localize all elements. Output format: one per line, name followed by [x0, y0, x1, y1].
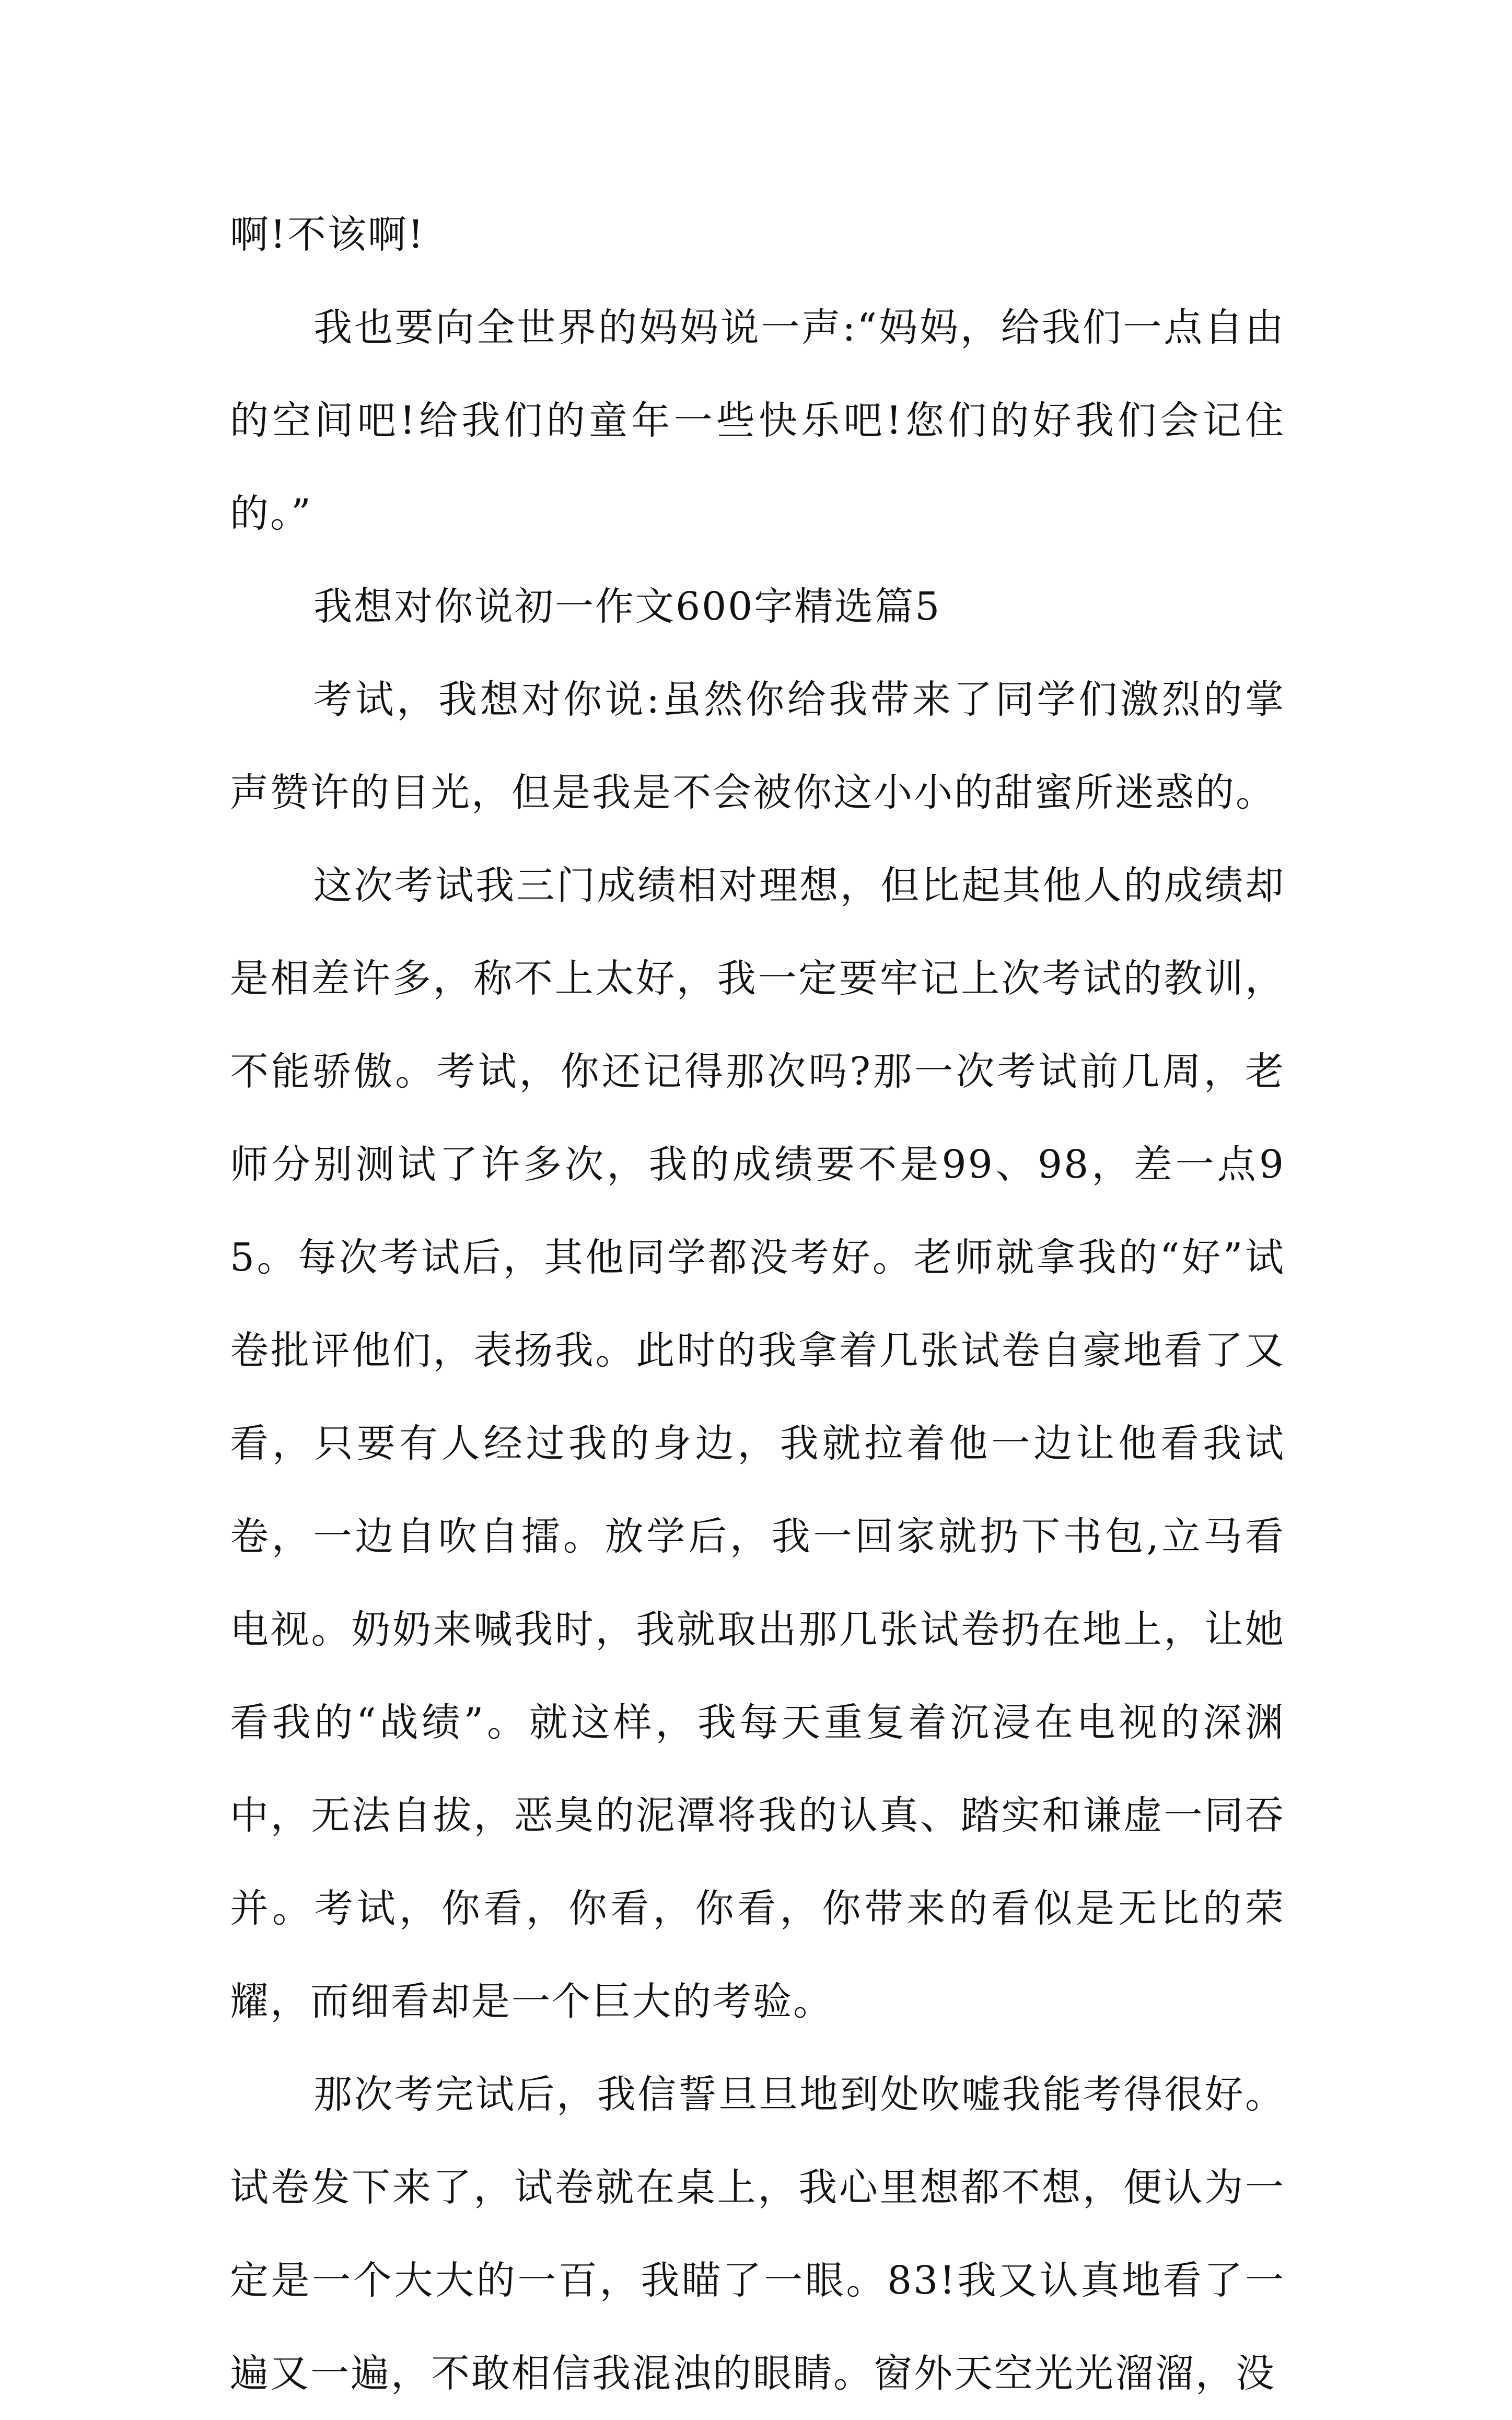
paragraph-4: 这次考试我三门成绩相对理想，但比起其他人的成绩却是相差许多，称不上太好，我一定要牢记上次考试的教训，不能骄傲。考试，你还记得那次吗?那一次考试前几周，老师分别测试了许多次，我的成绩要不是99、98，差一点95。每次考试后，其他同学都没考好。老师就拿我的“好”试卷批评他们，表扬我。此时的我拿着几张试卷自豪地看了又看，只要有人经过我的身边，我就拉着他一边让他看我试卷，一边自吹自擂。放学后，我一回家就扔下书包,立马看电视。奶奶来喊我时，我就取出那几张试卷扔在地上，让她看我的“战绩”。就这样，我每天重复着沉浸在电视的深渊中，无法自拔，恶臭的泥潭将我的认真、踏实和谦虚一同吞并。考试，你看，你看，你看，你带来的看似是无比的荣耀，而细看却是一个巨大的考验。 — [230, 863, 1285, 2024]
paragraph-1: 啊!不该啊! — [230, 212, 425, 257]
section-heading: 我想对你说初一作文600字精选篇5 — [313, 584, 941, 629]
paragraph-5: 那次考完试后，我信誓旦旦地到处吹嘘我能考得很好。试卷发下来了，试卷就在桌上，我心里想都不想，便认为一定是一个大大的一百，我瞄了一眼。83!我又认真地看了一遍又一遍，不敢相信我混浊的眼睛。窗外天空光光溜溜，没 — [230, 2072, 1285, 2396]
document-body — [230, 188, 1285, 2420]
paragraph-3: 考试，我想对你说:虽然你给我带来了同学们激烈的掌声赞许的目光，但是我是不会被你这小小的甜蜜所迷惑的。 — [230, 677, 1285, 815]
paragraph-2: 我也要向全世界的妈妈说一声:“妈妈，给我们一点自由的空间吧!给我们的童年一些快乐吧!您们的好我们会记住的。” — [230, 305, 1285, 536]
